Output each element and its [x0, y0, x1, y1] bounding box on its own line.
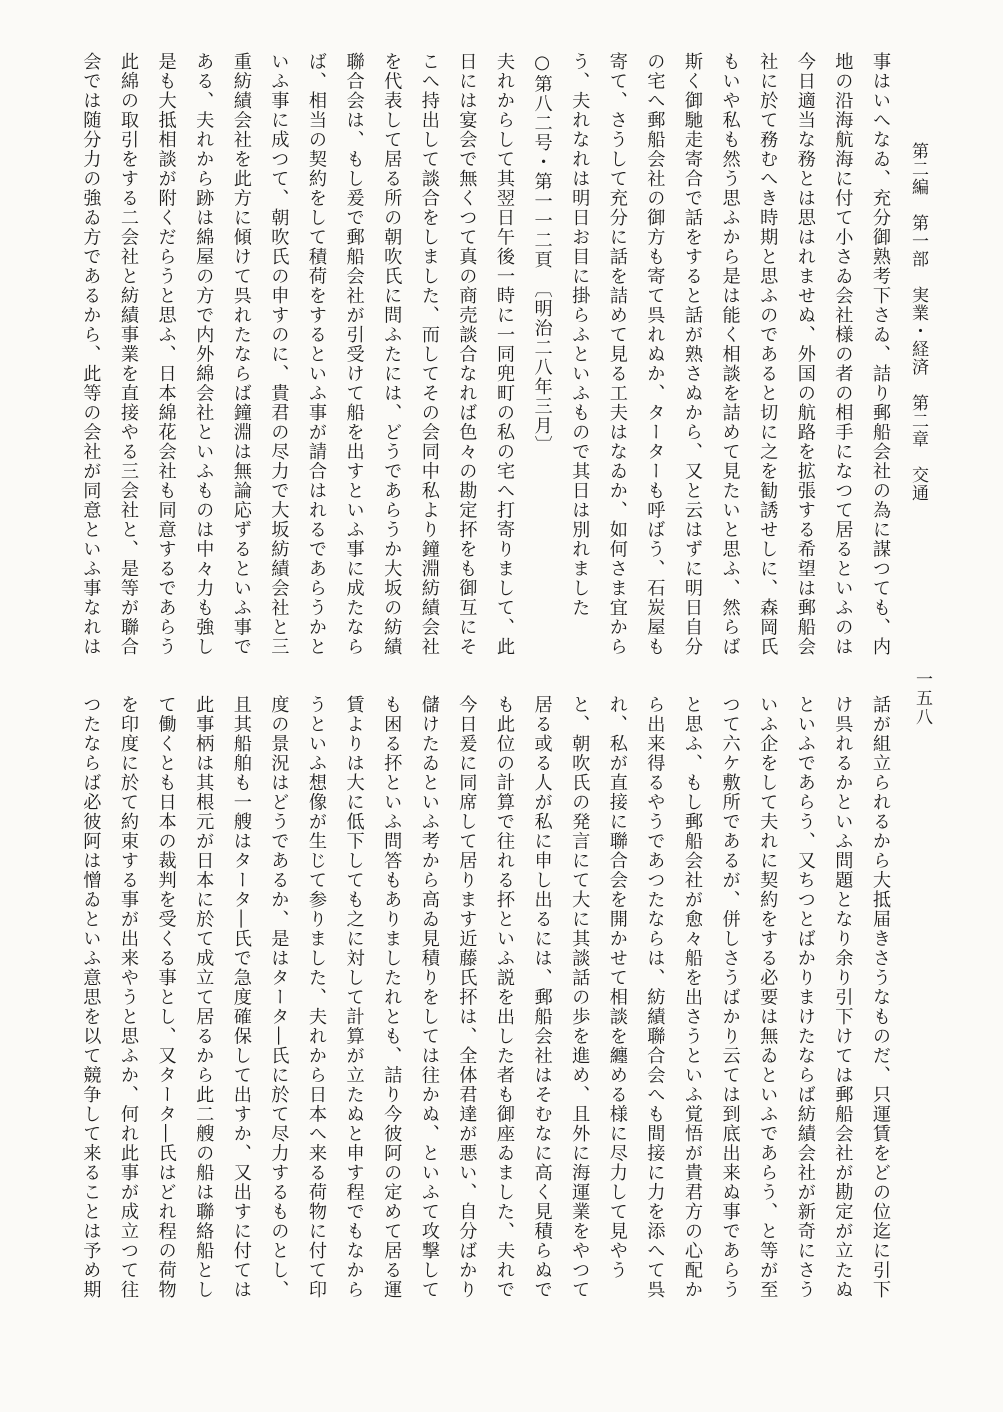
document-heading: ○第八二号・第一一二頁 〔明治二八年三月〕: [531, 52, 553, 456]
text-column: もいや私も然う思ふから是は能く相談を詰めて見たいと思ふ、然らば: [719, 52, 741, 657]
text-column: 此事柄は其根元が日本に於て成立て居るから此二艘の船は聯絡船とし: [193, 695, 215, 1300]
text-column: も此位の計算で往れる抔といふ説を出した者も御座ゐました、夫れで: [494, 695, 515, 1300]
page-number: 一五八: [912, 670, 932, 727]
text-column: と、朝吹氏の発言にて大に其談話の歩を進め、且外に海運業をやつて: [569, 695, 591, 1300]
text-column: 斯く御馳走寄合で話をすると話が熟さぬから、又と云はずに明日自分: [682, 52, 703, 657]
text-column: 地の沿海航海に付て小さゐ会社様の者の相手になつて居るといふのは: [832, 52, 854, 657]
text-column: 今日適当な務とは思はれませぬ、外国の航路を拡張する希望は郵船会: [794, 52, 816, 657]
text-column: を印度に於て約束する事が出来やうと思ふか、何れ此事が成立つて往: [118, 695, 139, 1300]
text-column: を代表して居る所の朝吹氏に問ふたには、どうであらうか大坂の紡績: [381, 52, 403, 657]
text-column: 夫れからして其翌日午後一時に一同兜町の私の宅へ打寄りまして、此: [494, 52, 515, 657]
text-column: 賃よりは大に低下しても之に対して計算が立たぬと申す程でもなから: [343, 695, 365, 1300]
text-column: つて六ケ敷所であるが、併しさうばかり云ては到底出来ぬ事であらう: [719, 695, 741, 1300]
text-column: ら出来得るやうであつたならは、紡績聯合会へも間接に力を添へて呉: [644, 695, 666, 1300]
text-column: れ、私が直接に聯合会を開かせて相談を纏める様に尽力して見やう: [606, 695, 628, 1280]
text-column: といふであらう、又ちつとばかりまけたならば紡績会社が新奇にさう: [794, 695, 816, 1300]
text-column: いふ企をして夫れに契約をする必要は無ゐといふであらう、と等が至: [757, 695, 779, 1300]
text-column: 重紡績会社を此方に傾けて呉れたならば鐘淵は無論応ずるといふ事で: [230, 52, 252, 657]
text-column: 聯合会は、もし爰で郵船会社が引受けて船を出すといふ事に成たなら: [343, 52, 365, 657]
text-column: うといふ想像が生じて参りました、夫れから日本へ来る荷物に付て印: [306, 695, 327, 1300]
text-column: 是も大抵相談が附くだらうと思ふ、日本綿花会社も同意するであらう: [155, 52, 177, 657]
text-column: 居る或る人が私に申し出るには、郵船会社はそむなに高く見積らぬで: [531, 695, 553, 1300]
text-column: 話が組立られるから大抵届きさうなものだ、只運賃をどの位迄に引下: [870, 695, 891, 1300]
text-column: ば、相当の契約をして積荷をするといふ事が請合はれるであらうかと: [306, 52, 327, 657]
text-column: て働くとも日本の裁判を受くる事とし、又タータ―氏はどれ程の荷物: [155, 695, 177, 1300]
text-column: 社に於て務むへき時期と思ふのであると切に之を勧誘せしに、森岡氏: [757, 52, 779, 657]
text-column: 度の景況はどうであるか、是はタータ―氏に於て尽力するものとし、: [268, 695, 290, 1300]
text-column: 此綿の取引をする二会社と紡績事業を直接やる三会社と、是等が聯合: [118, 52, 139, 657]
text-column: ある、夫れから跡は綿屋の方で内外綿会社といふものは中々力も強し: [193, 52, 215, 657]
text-column: つたならば必彼阿は憎ゐといふ意思を以て競争して来ることは予め期: [80, 695, 102, 1300]
running-head: 第二編 第一部 実業・経済 第二章 交通: [908, 142, 928, 502]
text-column: 寄て、さうして充分に話を詰めて見る工夫はなゐか、如何さま宜から: [606, 52, 628, 657]
text-column: 儲けたゐといふ考から高ゐ見積りをしては往かぬ、といふて攻撃して: [418, 695, 440, 1300]
text-column: の宅へ郵船会社の御方も寄て呉れぬか、ターターも呼ばう、石炭屋も: [644, 52, 666, 657]
text-column: け呉れるかといふ問題となり余り引下けては郵船会社が勘定が立たぬ: [832, 695, 854, 1300]
text-column: う、夫れなれは明日お目に掛らふといふもので其日は別れました: [569, 52, 591, 618]
text-column: と思ふ、もし郵船会社が愈々船を出さうといふ覚悟が貴君方の心配か: [682, 695, 703, 1300]
text-column: 且其船舶も一艘はタータ―氏で急度確保して出すか、又出すに付ては: [230, 695, 252, 1300]
text-column: こへ持出して談合をしました、而してその会同中私より鐘淵紡績会社: [418, 52, 440, 657]
text-column: 日には宴会で無くつて真の商売談合なれば色々の勘定抔をも御互にそ: [456, 52, 478, 657]
text-column: も困る抔といふ問答もありましたれとも、詰り今彼阿の定めて居る運: [381, 695, 403, 1300]
text-column: 会では随分力の強ゐ方であるから、此等の会社が同意といふ事なれは: [80, 52, 102, 657]
text-column: いふ事に成つて、朝吹氏の申すのに、貴君の尽力で大坂紡績会社と三: [268, 52, 290, 657]
text-column: 今日爰に同席して居ります近藤氏抔は、全体君達が悪い、自分ばかり: [456, 695, 478, 1300]
text-column: 事はいへなゐ、充分御熟考下さゐ、詰り郵船会社の為に謀つても、内: [870, 52, 891, 657]
